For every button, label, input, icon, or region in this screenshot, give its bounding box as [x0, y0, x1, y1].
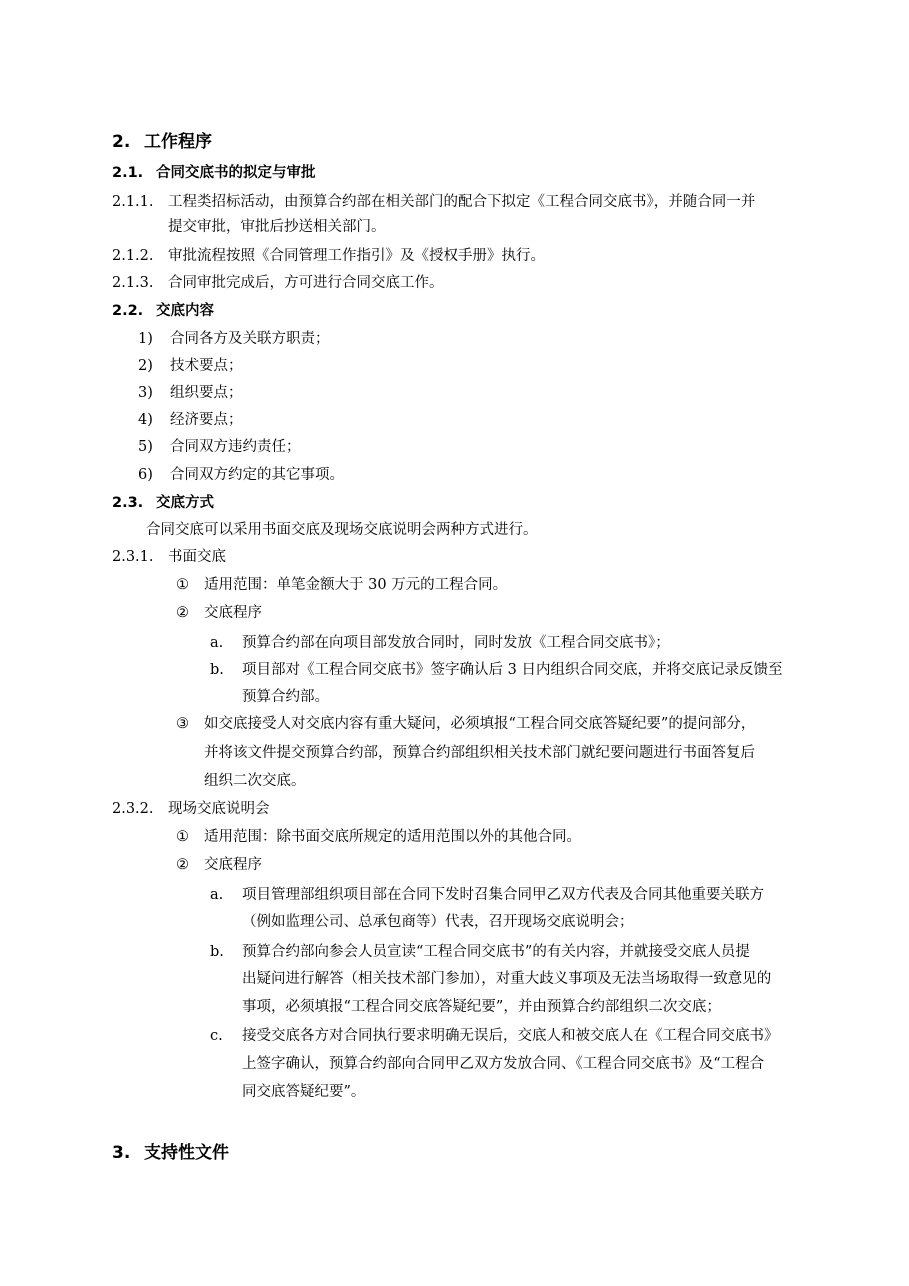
scope-text: 适用范围：单笔金额大于 30 万元的工程合同。 — [204, 577, 508, 593]
note-text: 如交底接受人对交底内容有重大疑问，必须填报“工程合同交底答疑纪要”的提问部分， — [204, 716, 756, 732]
circled-marker: ① — [176, 829, 189, 845]
list-item-text: 组织要点； — [170, 385, 243, 401]
clause-title: 现场交底说明会 — [168, 801, 270, 817]
clause-number: 2.3.2. — [112, 801, 154, 817]
list-item-number: 2) — [138, 358, 153, 374]
list-item-number: 3) — [138, 385, 153, 401]
clause-2-1-1 — [112, 192, 755, 212]
subsection-2-1-heading — [112, 163, 316, 183]
step-text: 预算合约部在向项目部发放合同时，同时发放《工程合同交底书》； — [242, 635, 670, 651]
letter-marker: c. — [210, 1028, 223, 1044]
letter-marker: b. — [210, 662, 224, 678]
circled-marker: ② — [176, 857, 189, 873]
circled-marker: ③ — [176, 716, 189, 732]
letter-marker: a. — [210, 887, 224, 903]
clause-2-1-1-continuation: 提交审批，审批后抄送相关部门。 — [168, 219, 386, 235]
list-item-number: 5) — [138, 439, 153, 455]
list-item-text: 合同双方违约责任； — [170, 439, 301, 455]
step-text-continuation: 预算合约部。 — [242, 689, 329, 705]
procedure-label: 交底程序 — [204, 605, 262, 621]
list-item — [138, 437, 301, 457]
list-item — [138, 329, 330, 349]
clause-number: 2.1.2. — [112, 248, 154, 264]
list-item — [138, 356, 243, 376]
section-number: 3. — [112, 1143, 131, 1163]
clause-number: 2.3.1. — [112, 549, 154, 565]
subsection-number: 2.1. — [112, 165, 144, 181]
list-item-text: 经济要点； — [170, 412, 243, 428]
clause-text: 工程类招标活动，由预算合约部在相关部门的配合下拟定《工程合同交底书》，并随合同一并 — [168, 194, 756, 210]
clause-title: 书面交底 — [168, 549, 226, 565]
list-item-number: 4) — [138, 412, 153, 428]
subsection-2-2-heading — [112, 301, 214, 321]
step-text: 项目管理部组织项目部在合同下发时召集合同甲乙双方代表及合同其他重要关联方 — [242, 887, 764, 903]
subsection-title: 交底方式 — [156, 495, 214, 511]
step-text: 接受交底各方对合同执行要求明确无误后，交底人和被交底人在《工程合同交底书》 — [242, 1028, 779, 1044]
section-3-heading — [112, 1142, 229, 1164]
note-text-continuation: 并将该文件提交预算合约部，预算合约部组织相关技术部门就纪要问题进行书面答复后 — [204, 745, 755, 761]
circled-marker: ② — [176, 605, 189, 621]
subsection-title: 合同交底书的拟定与审批 — [156, 165, 316, 181]
step-text: 预算合约部向参会人员宣读“工程合同交底书”的有关内容，并就接受交底人员提 — [242, 944, 750, 960]
clause-number: 2.1.1. — [112, 194, 154, 210]
clause-number: 2.1.3. — [112, 275, 154, 291]
clause-2-1-3 — [112, 273, 444, 293]
subsection-title: 交底内容 — [156, 303, 214, 319]
clause-2-1-2 — [112, 246, 545, 266]
list-item — [138, 465, 344, 485]
list-item-number: 6) — [138, 467, 153, 483]
list-item-text: 技术要点； — [170, 358, 243, 374]
list-item-text: 合同各方及关联方职责； — [170, 331, 330, 347]
subsection-number: 2.2. — [112, 303, 144, 319]
step-text-continuation: 上签字确认，预算合约部向合同甲乙双方发放合同、《工程合同交底书》及“工程合 — [242, 1056, 765, 1072]
clause-text: 合同审批完成后，方可进行合同交底工作。 — [168, 275, 444, 291]
note-text-continuation: 组织二次交底。 — [204, 773, 306, 789]
step-text-continuation: 出疑问进行解答（相关技术部门参加），对重大歧义事项及无法当场取得一致意见的 — [242, 971, 772, 987]
step-text-continuation: 同交底答疑纪要”。 — [242, 1084, 366, 1100]
list-item-number: 1) — [138, 331, 153, 347]
step-text-continuation: （例如监理公司、总承包商等）代表，召开现场交底说明会； — [242, 914, 634, 930]
section-number: 2. — [112, 132, 131, 152]
section-2-heading — [112, 131, 212, 153]
step-text: 项目部对《工程合同交底书》签字确认后 3 日内组织合同交底，并将交底记录反馈至 — [242, 662, 783, 678]
subsection-2-3-intro: 合同交底可以采用书面交底及现场交底说明会两种方式进行。 — [146, 522, 538, 538]
subsection-number: 2.3. — [112, 495, 144, 511]
letter-marker: b. — [210, 944, 224, 960]
clause-2-3-1-heading — [112, 547, 226, 567]
list-item — [138, 410, 243, 430]
letter-marker: a. — [210, 635, 224, 651]
section-title: 支持性文件 — [144, 1143, 229, 1163]
step-text-continuation: 事项，必须填报“工程合同交底答疑纪要”，并由预算合约部组织二次交底； — [242, 999, 721, 1015]
clause-2-3-2-heading — [112, 799, 270, 819]
section-title: 工作程序 — [144, 132, 212, 152]
circled-marker: ① — [176, 577, 189, 593]
procedure-label: 交底程序 — [204, 857, 262, 873]
scope-text: 适用范围：除书面交底所规定的适用范围以外的其他合同。 — [204, 829, 581, 845]
clause-text: 审批流程按照《合同管理工作指引》及《授权手册》执行。 — [168, 248, 545, 264]
list-item-text: 合同双方约定的其它事项。 — [170, 467, 344, 483]
subsection-2-3-heading — [112, 493, 214, 513]
list-item — [138, 383, 243, 403]
